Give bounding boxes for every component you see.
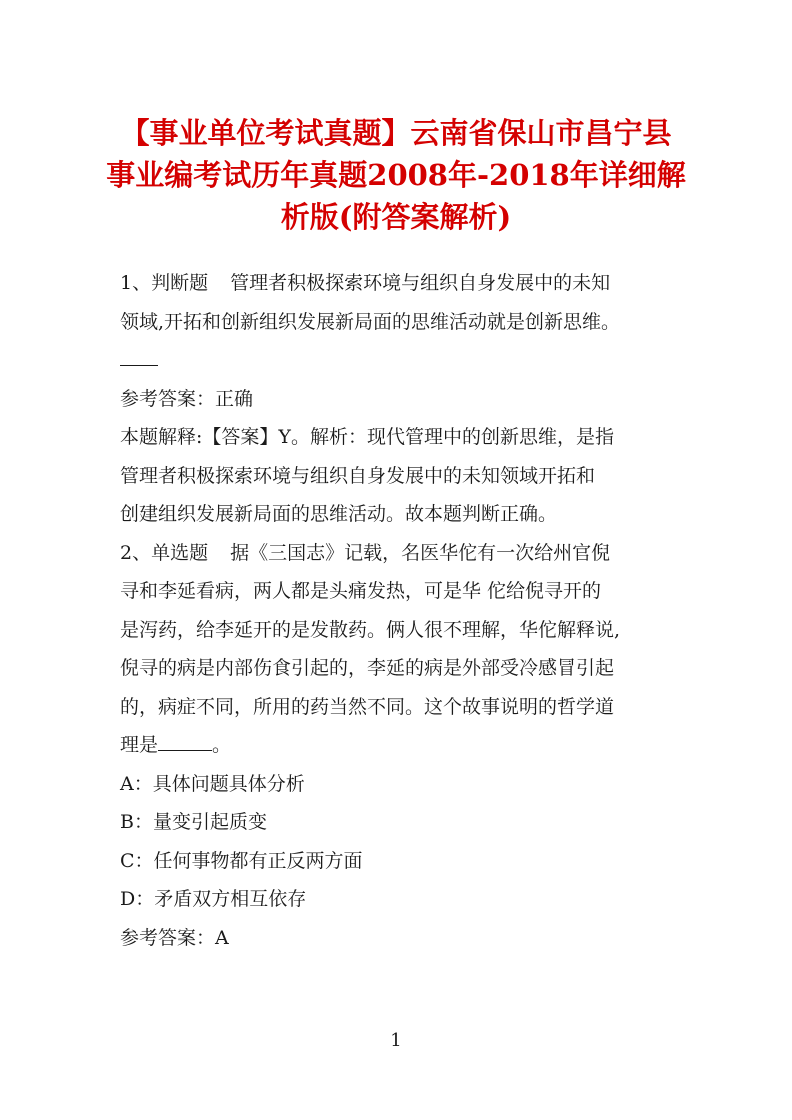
q1-answer: 参考答案：正确 bbox=[120, 387, 254, 410]
q2-stem-suffix: 。 bbox=[212, 734, 232, 756]
answer-blank bbox=[158, 730, 212, 751]
q1-stem-line bbox=[120, 264, 680, 303]
page-number: 1 bbox=[390, 1030, 402, 1051]
q1-explanation-line: 管理者积极探索环境与组织自身发展中的未知领域开拓和 bbox=[120, 464, 596, 487]
q2-option-d: D：矛盾双方相互依存 bbox=[120, 888, 307, 910]
document-body bbox=[120, 264, 680, 957]
answer-blank bbox=[120, 345, 158, 366]
q2-type-label: 2、单选题 bbox=[120, 541, 209, 564]
title-line: 【事业单位考试真题】云南省保山市昌宁县 bbox=[120, 116, 672, 150]
title-line: 事业编考试历年真题2008年-2018年详细解 bbox=[106, 158, 686, 192]
q1-explanation-line: 本题解释:【答案】Y。解析：现代管理中的创新思维，是指 bbox=[120, 426, 614, 448]
title-line: 析版(附答案解析) bbox=[280, 200, 512, 234]
q2-option-c: C：任何事物都有正反两方面 bbox=[120, 849, 363, 872]
q2-stem-line: 是泻药，给李延开的是发散药。俩人很不理解，华佗解释说, bbox=[120, 618, 621, 641]
q2-stem-line: 的，病症不同，所用的药当然不同。这个故事说明的哲学道 bbox=[120, 695, 615, 718]
q2-option-a: A：具体问题具体分析 bbox=[120, 772, 305, 795]
q2-option-b: B：量变引起质变 bbox=[120, 811, 267, 833]
q2-stem-line bbox=[120, 534, 680, 573]
q1-blank bbox=[120, 341, 680, 380]
q2-answer: 参考答案：A bbox=[120, 926, 229, 949]
q2-stem-line: 倪寻的病是内部伤食引起的，李延的病是外部受冷感冒引起 bbox=[120, 657, 615, 679]
q2-stem-prefix: 理是 bbox=[120, 734, 159, 756]
q1-stem-text: 管理者积极探索环境与组织自身发展中的未知 bbox=[230, 272, 611, 294]
q2-stem-text: 据《三国志》记载，名医华佗有一次给州官倪 bbox=[230, 541, 611, 564]
q2-stem-line-last bbox=[120, 726, 680, 765]
document-title bbox=[90, 112, 702, 238]
q1-stem-line: 领域,开拓和创新组织发展新局面的思维活动就是创新思维。 bbox=[120, 310, 621, 333]
q1-explanation-line: 创建组织发展新局面的思维活动。故本题判断正确。 bbox=[120, 503, 558, 525]
q1-type-label: 1、判断题 bbox=[120, 272, 209, 294]
q2-stem-line: 寻和李延看病，两人都是头痛发热，可是华 佗给倪寻开的 bbox=[120, 580, 602, 602]
